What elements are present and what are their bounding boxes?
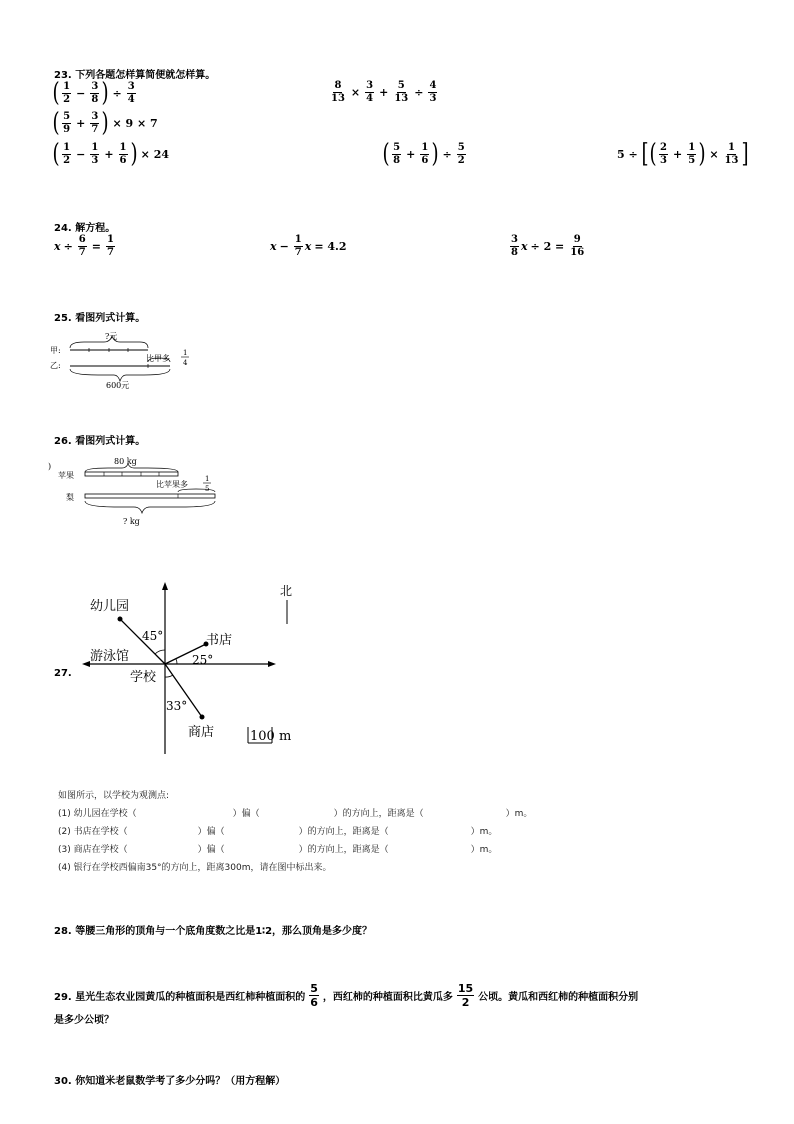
q25-label-yi: 乙: (50, 361, 61, 370)
q25-line-diagram (48, 330, 208, 392)
q27-label-school: 学校 (130, 670, 157, 685)
q26-bar-apple (85, 472, 178, 476)
q27-label-shop: 商店 (188, 725, 215, 740)
q23-expr-3: ( $\frac{5}{9}$ + $\frac{3}{7}$ ) × 9 × 7 (52, 108, 158, 138)
q25-side-label: 比甲多 (146, 354, 170, 363)
q25-top-label: ?元 (105, 332, 118, 341)
q26-line-diagram (48, 454, 223, 528)
q27-number: 27. (54, 668, 72, 679)
q25-frac-d: 4 (183, 359, 188, 367)
q24-expr-2: x − $\frac{1}{7}$ x = 4.2 (270, 234, 347, 258)
q26-edge-mark: ) (48, 462, 52, 471)
q25-bottom-brace (70, 369, 170, 381)
q26-label-pear: 梨 (66, 493, 74, 502)
q23-heading: 23. 下列各题怎样算简便就怎样算。 (54, 70, 216, 81)
q23-expr-2: $\frac{8}{13}$ × $\frac{3}{4}$ + $\frac{5}{13}$ ÷ $\frac{4}{3}$ (331, 80, 437, 104)
q24-expr-1: x ÷ $\frac{6}{7}$ = $\frac{1}{7}$ (54, 234, 114, 258)
q27-label-kindergarten: 幼儿园 (90, 599, 130, 614)
q26-frac-n: 1 (205, 475, 210, 483)
q25-bottom-label: 600元 (106, 381, 130, 390)
q30-text: 30. 你知道米老鼠数学考了多少分吗？（用方程解） (54, 1076, 286, 1087)
q26-heading: 26. 看图列式计算。 (54, 436, 146, 447)
q27-point-shop (200, 715, 205, 720)
q27-angle-1: 45° (142, 629, 164, 643)
q27-direction-map (80, 580, 310, 760)
q23-expr-6: 5 ÷ [ ( $\frac{2}{3}$ + $\frac{1}{5}$ ) × $\frac{1}{13}$ ] (617, 139, 750, 169)
q27-angle-3: 33° (166, 699, 188, 713)
q29-line-2: 是多少公顷？ (54, 1015, 114, 1026)
q27-line-2: (2) 书店在学校（ ）偏（ ）的方向上，距离是（ ）m。 (58, 827, 498, 837)
q26-bottom-brace (85, 501, 215, 513)
q24-heading: 24. 解方程。 (54, 223, 116, 234)
q26-bottom-label: ? kg (123, 517, 140, 526)
q25-frac-n: 1 (183, 349, 188, 357)
q27-label-pool: 游泳馆 (90, 649, 130, 664)
q27-line-4: (4) 银行在学校西偏南35°的方向上，距离300m，请在图中标出来。 (58, 863, 332, 873)
q27-label-bookstore: 书店 (206, 633, 233, 648)
q27-north-arrow (278, 582, 298, 626)
q26-bar-pear (85, 494, 215, 498)
q23-expr-5: ( $\frac{5}{8}$ + $\frac{1}{6}$ ) ÷ $\frac{5}{2}$ (382, 139, 465, 169)
q25-label-jia: 甲: (50, 346, 61, 355)
q27-north-label: 北 (280, 584, 293, 598)
q26-frac-d: 5 (205, 485, 210, 493)
q27-line-3: (3) 商店在学校（ ）偏（ ）的方向上，距离是（ ）m。 (58, 845, 498, 855)
q27-point-kindergarten (118, 617, 123, 622)
q23-expr-1: ( $\frac{1}{2}$ − $\frac{3}{8}$ ) ÷ $\frac{3}{4}$ (52, 78, 135, 108)
q26-top-label: 80 kg (114, 457, 137, 466)
q29-line-1: 29. 星光生态农业园黄瓜的种植面积是西红柿种植面积的 $\frac{5}{6}$ ，西红柿的种植面积比黄瓜多 $\frac{15}{2}$ 公顷。黄瓜和西红柿的种植面积分别 (54, 982, 639, 1009)
q27-scale-label: 100 m (250, 729, 292, 744)
q28-text: 28. 等腰三角形的顶角与一个底角度数之比是1∶2，那么顶角是多少度？ (54, 926, 373, 937)
q27-angle-2: 25° (192, 653, 214, 667)
q27-intro: 如图所示，以学校为观测点: (58, 791, 170, 801)
q23-expr-4: ( $\frac{1}{2}$ − $\frac{1}{3}$ + $\frac{1}{6}$ ) × 24 (52, 139, 170, 169)
q27-line-1: (1) 幼儿园在学校（ ）偏（ ）的方向上，距离是（ ）m。 (58, 809, 533, 819)
q25-heading: 25. 看图列式计算。 (54, 313, 146, 324)
q26-side-label: 比苹果多 (156, 480, 188, 489)
q24-expr-3: $\frac{3}{8}$ x ÷ 2 = $\frac{9}{16}$ (511, 234, 585, 258)
q26-label-apple: 苹果 (58, 471, 74, 480)
